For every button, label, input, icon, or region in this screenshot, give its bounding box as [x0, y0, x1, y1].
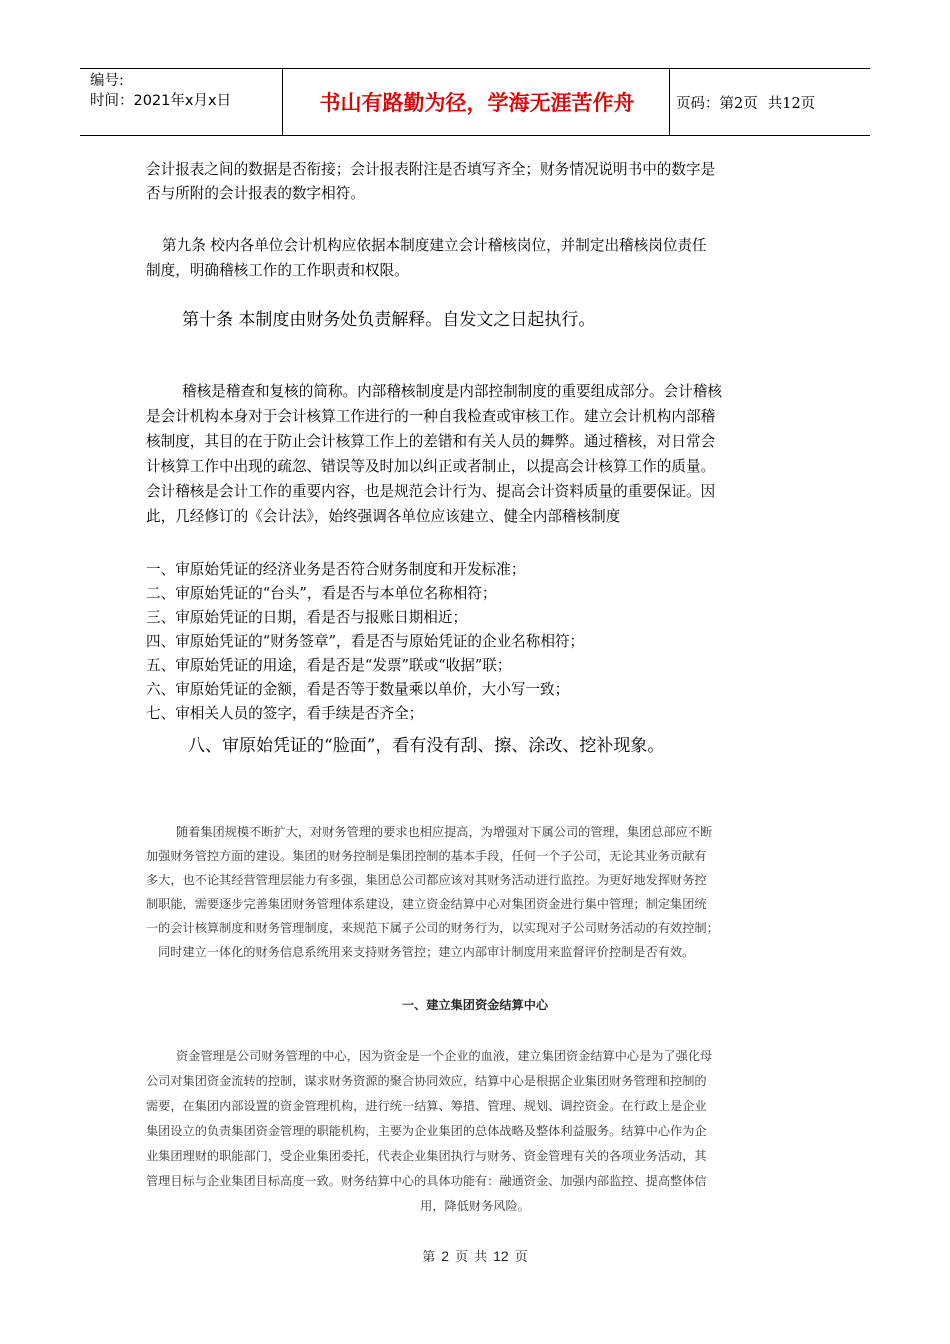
paragraph-line: 加强财务管控方面的建设。集团的财务控制是集团控制的基本手段，任何一个子公司，无论其业务贡献有	[146, 849, 707, 863]
paragraph-line: 稽核是稽查和复核的简称。内部稽核制度是内部控制制度的重要组成部分。会计稽核	[182, 383, 722, 400]
doc-code-label: 编号:	[90, 73, 124, 89]
paragraph-line: 多大，也不论其经营管理层能力有多强，集团总公司都应该对其财务活动进行监控。为更好地发挥财务控	[146, 873, 707, 887]
paragraph-line: 集团设立的负责集团资金管理的职能机构，主要为企业集团的总体战略及整体利益服务。结算中心作为企	[146, 1124, 707, 1138]
list-item: 三、审原始凭证的日期，看是否与报账日期相近；	[146, 609, 468, 626]
header-motto: 书山有路勤为径，学海无涯苦作舟	[319, 91, 635, 115]
header-meta	[90, 71, 231, 111]
paragraph-line: 制度，明确稽核工作的工作职责和权限。	[146, 262, 409, 279]
footer-word: 页	[514, 1250, 528, 1265]
paragraph-line: 一的会计核算制度和财务管理制度，来规范下属子公司的财务行为，以实现对子公司财务活动的有效控制；	[146, 921, 719, 935]
page-label: 页码：第2页	[676, 95, 758, 112]
list-item: 八、审原始凭证的“脸面”，看有没有刮、擦、涂改、挖补现象。	[188, 736, 665, 756]
list-item: 七、审相关人员的签字，看手续是否齐全；	[146, 705, 424, 722]
footer-page-number: 2	[441, 1248, 450, 1264]
article-ten: 第十条 本制度由财务处负责解释。自发文之日起执行。	[182, 310, 596, 330]
paragraph-line: 第九条 校内各单位会计机构应依据本制度建立会计稽核岗位，并制定出稽核岗位责任	[162, 237, 707, 254]
header-page-info	[670, 69, 870, 135]
footer-word: 第	[422, 1250, 436, 1265]
doc-time-label: 时间：2021年x月x日	[90, 93, 232, 109]
paragraph-line: 同时建立一体化的财务信息系统用来支持财务管控；建立内部审计制度用来监督评价控制是否有效。	[158, 945, 695, 959]
paragraph-line: 资金管理是公司财务管理的中心，因为资金是一个企业的血液，建立集团资金结算中心是为了强化母	[176, 1049, 713, 1063]
paragraph-line: 会计报表之间的数据是否衔接；会计报表附注是否填写齐全；财务情况说明书中的数字是	[146, 161, 716, 178]
paragraph-line: 公司对集团资金流转的控制，谋求财务资源的聚合协同效应，结算中心是根据企业集团财务管理和控制的	[146, 1074, 707, 1088]
paragraph-line: 是会计机构本身对于会计核算工作进行的一种自我检查或审核工作。建立会计机构内部稽	[146, 408, 716, 425]
header-table	[80, 68, 870, 136]
section-heading: 一、建立集团资金结算中心	[401, 998, 549, 1012]
paragraph-line: 否与所附的会计报表的数字相符。	[146, 185, 365, 202]
list-item: 一、审原始凭证的经济业务是否符合财务制度和开发标准；	[146, 561, 526, 578]
list-item: 五、审原始凭证的用途，看是否是“发票”联或“收据”联；	[146, 657, 512, 674]
paragraph-line: 此，几经修订的《会计法》，始终强调各单位应该建立、健全内部稽核制度	[146, 508, 621, 525]
footer-total-pages: 12	[493, 1248, 509, 1264]
paragraph-line: 随着集团规模不断扩大，对财务管理的要求也相应提高，为增强对下属公司的管理，集团总部应不断	[176, 825, 713, 839]
paragraph-line: 核制度，其目的在于防止会计核算工作上的差错和有关人员的舞弊。通过稽核，对日常会	[146, 433, 716, 450]
page-footer	[0, 1246, 950, 1265]
list-item: 四、审原始凭证的“财务签章”，看是否与原始凭证的企业名称相符；	[146, 633, 585, 650]
paragraph-line: 制职能，需要逐步完善集团财务管理体系建设，建立资金结算中心对集团资金进行集中管理；制定集团统	[146, 897, 707, 911]
list-item: 六、审原始凭证的金额，看是否等于数量乘以单价，大小写一致；	[146, 681, 570, 698]
paragraph-line: 用，降低财务风险。	[420, 1199, 530, 1213]
paragraph-line: 计核算工作中出现的疏忽、错误等及时加以纠正或者制止，以提高会计核算工作的质量。	[146, 458, 716, 475]
paragraph-line: 会计稽核是会计工作的重要内容，也是规范会计行为、提高会计资料质量的重要保证。因	[146, 483, 716, 500]
paragraph-line: 管理目标与企业集团目标高度一致。财务结算中心的具体功能有：融通资金、加强内部监控、提高整体信	[146, 1174, 707, 1188]
list-item: 二、审原始凭证的“台头”，看是否与本单位名称相符；	[146, 585, 497, 602]
header-divider	[282, 69, 283, 135]
total-label: 共12页	[767, 95, 816, 112]
paragraph-line: 业集团理财的职能部门，受企业集团委托，代表企业集团执行与财务、资金管理有关的各项业务活动，其	[146, 1149, 707, 1163]
footer-word: 共	[474, 1250, 488, 1265]
paragraph-line: 需要，在集团内部设置的资金管理机构，进行统一结算、筹措、管理、规划、调控资金。在行政上是企业	[146, 1099, 707, 1113]
footer-word: 页	[455, 1250, 469, 1265]
